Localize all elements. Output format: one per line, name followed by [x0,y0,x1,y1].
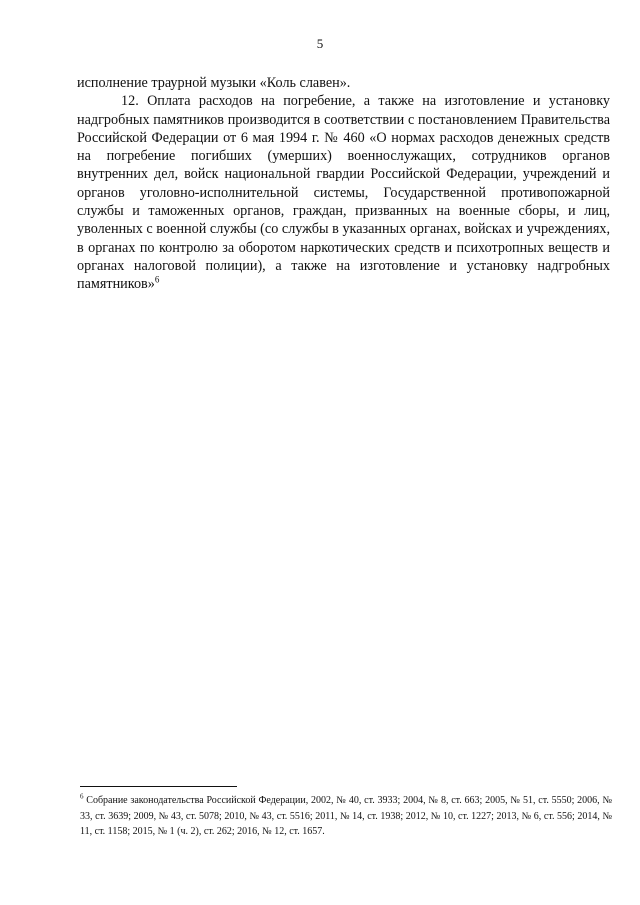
footnote-reference[interactable]: 6 [154,274,160,285]
paragraph-continuation [77,74,610,92]
footnote-text: Собрание законодательства Российской Федерации, 2002, № 40, ст. 3933; 2004, № 8, ст. 663; 2005, № 51, ст. 5550; 2006, № 33, ст. 3639; 2009, № 43, ст. 5078; 2010, № 43, ст. 5516; 2011, № 14, ст. 1938; 2012, № 10, ст. 1227; 2013, № 6, ст. 556; 2014, № 11, ст. 1158; 2015, № 1 (ч. 2), ст. 262; 2016, № 12, ст. 1657. [80,795,612,837]
footnote-marker: 6 [80,792,84,801]
footnote [80,793,612,840]
paragraph-12 [77,92,610,293]
footnote-divider [80,786,237,787]
body-text [77,74,610,294]
page-number: 5 [316,36,324,51]
paragraph-text: исполнение траурной музыки «Коль славен». [77,75,351,91]
paragraph-text: 12. Оплата расходов на погребение, а также на изготовление и установку надгробных памятников производится в соответствии с постановлением Правительства Российской Федерации от 6 мая 1994 г. № 460 «О нормах расходов денежных средств на погребение погибших (умерших) военнослужащих, сотрудников органов внутренних дел, войск национальной гвардии Российской Федерации, учреждений и органов уголовно-исполнительной системы, Государственной противопожарной службы и таможенных органов, граждан, призванных на военные сборы, и лиц, уволенных с военной службы (со службы в указанных органах, войсках и учреждениях, в органах по контролю за оборотом наркотических средств и психотропных веществ и органах налоговой полиции), а также на изготовление и установку надгробных памятников» [77,93,610,293]
